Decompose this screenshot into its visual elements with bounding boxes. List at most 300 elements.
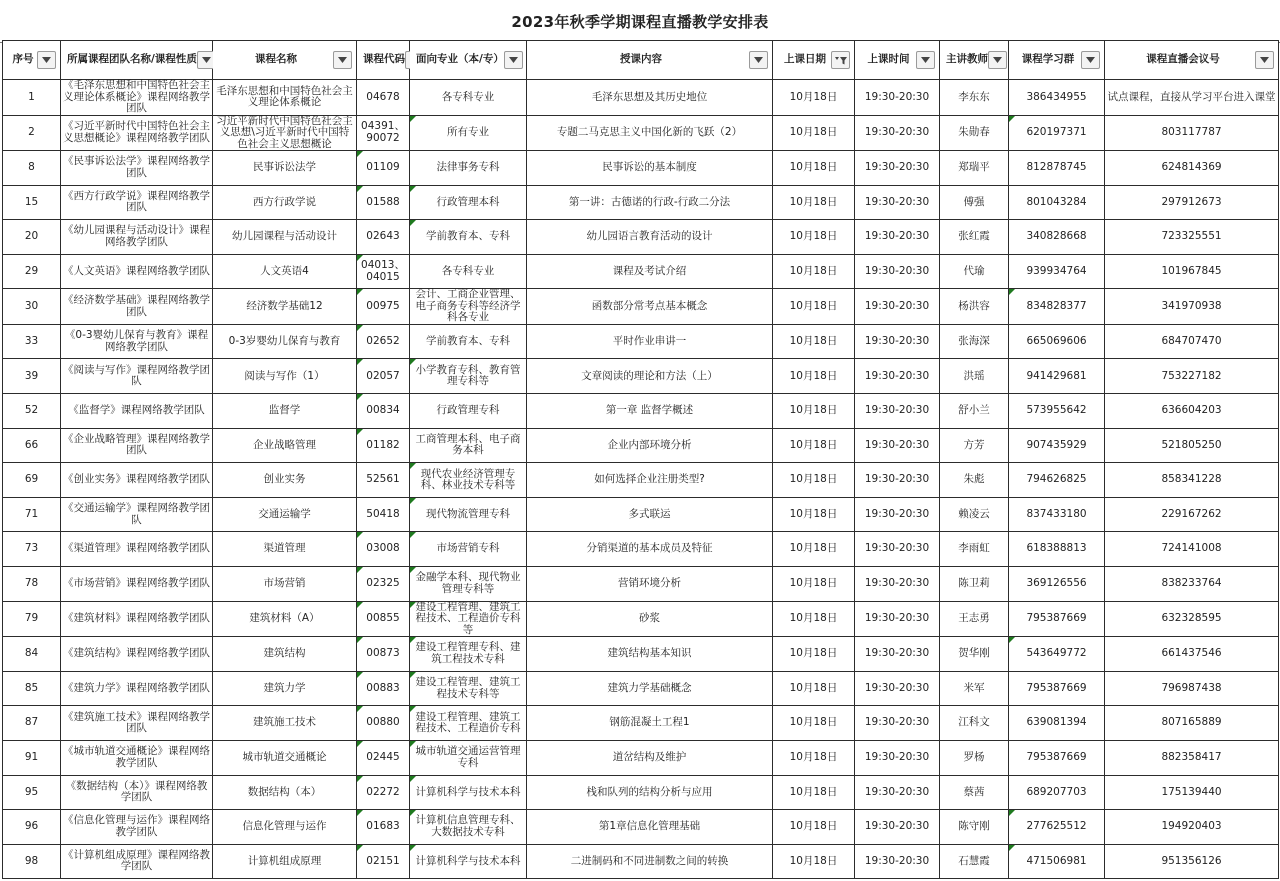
comment-marker-icon (410, 498, 416, 504)
column-header-label: 主讲教师 (946, 53, 988, 66)
cell-meeting[interactable]: 194920403 (1105, 810, 1279, 845)
column-header-label: 所属课程团队名称/课程性质 (67, 53, 197, 66)
cell-no[interactable]: 33 (3, 324, 61, 359)
cell-group[interactable]: 369126556 (1009, 567, 1105, 602)
cell-group[interactable]: 939934764 (1009, 254, 1105, 289)
cell-code[interactable]: 50418 (357, 497, 410, 532)
cell-major[interactable]: 现代农业经济管理专科、林业技术专科等 (410, 463, 527, 498)
cell-meeting[interactable]: 521805250 (1105, 428, 1279, 463)
cell-teacher[interactable]: 赖凌云 (940, 497, 1009, 532)
cell-content[interactable]: 营销环境分析 (527, 567, 773, 602)
cell-teacher[interactable]: 陈卫莉 (940, 567, 1009, 602)
cell-meeting[interactable]: 297912673 (1105, 185, 1279, 220)
cell-major[interactable]: 各专科专业 (410, 254, 527, 289)
cell-course[interactable]: 城市轨道交通概论 (213, 740, 357, 775)
cell-date[interactable]: 10月18日 (773, 428, 855, 463)
cell-date[interactable]: 10月18日 (773, 601, 855, 637)
cell-meeting[interactable]: 838233764 (1105, 567, 1279, 602)
cell-teacher[interactable]: 张海深 (940, 324, 1009, 359)
column-header-label: 授课内容 (620, 53, 662, 66)
cell-group[interactable]: 834828377 (1009, 289, 1105, 325)
cell-no[interactable]: 73 (3, 532, 61, 567)
cell-code[interactable]: 02272 (357, 775, 410, 810)
cell-content[interactable]: 幼儿园语言教育活动的设计 (527, 220, 773, 255)
cell-meeting[interactable]: 229167262 (1105, 497, 1279, 532)
cell-content[interactable]: 专题二马克思主义中国化新的飞跃（2） (527, 115, 773, 151)
cell-content[interactable]: 第一章 监督学概述 (527, 394, 773, 429)
cell-date[interactable]: 10月18日 (773, 80, 855, 116)
table-row (3, 775, 1279, 810)
cell-time[interactable]: 19:30-20:30 (855, 567, 940, 602)
cell-no[interactable]: 85 (3, 671, 61, 706)
cell-major[interactable]: 会计、工商企业管理、电子商务专科等经济学科各专业 (410, 289, 527, 325)
cell-code[interactable]: 52561 (357, 463, 410, 498)
dropdown-arrow-icon[interactable] (1081, 51, 1100, 69)
cell-team[interactable]: 《习近平新时代中国特色社会主义思想概论》课程网络教学团队 (61, 115, 213, 151)
cell-code[interactable]: 00855 (357, 601, 410, 637)
cell-course[interactable]: 建筑材料（A） (213, 601, 357, 637)
cell-time[interactable]: 19:30-20:30 (855, 359, 940, 394)
cell-date[interactable]: 10月18日 (773, 254, 855, 289)
cell-time[interactable]: 19:30-20:30 (855, 324, 940, 359)
cell-team[interactable]: 《经济数学基础》课程网络教学团队 (61, 289, 213, 325)
cell-team[interactable]: 《建筑结构》课程网络教学团队 (61, 637, 213, 672)
cell-major[interactable]: 现代物流管理专科 (410, 497, 527, 532)
cell-major[interactable]: 学前教育本、专科 (410, 220, 527, 255)
comment-marker-icon (357, 255, 363, 261)
cell-no[interactable]: 29 (3, 254, 61, 289)
cell-date[interactable]: 10月18日 (773, 567, 855, 602)
cell-teacher[interactable]: 方芳 (940, 428, 1009, 463)
cell-no[interactable]: 8 (3, 151, 61, 186)
cell-team[interactable]: 《毛泽东思想和中国特色社会主义理论体系概论》课程网络教学团队 (61, 80, 213, 116)
cell-content[interactable]: 多式联运 (527, 497, 773, 532)
cell-content[interactable]: 民事诉讼的基本制度 (527, 151, 773, 186)
cell-team[interactable]: 《企业战略管理》课程网络教学团队 (61, 428, 213, 463)
cell-code[interactable]: 00975 (357, 289, 410, 325)
cell-time[interactable]: 19:30-20:30 (855, 254, 940, 289)
cell-team[interactable]: 《人文英语》课程网络教学团队 (61, 254, 213, 289)
cell-code[interactable]: 02151 (357, 844, 410, 879)
cell-meeting[interactable]: 724141008 (1105, 532, 1279, 567)
cell-group[interactable]: 689207703 (1009, 775, 1105, 810)
cell-group[interactable]: 837433180 (1009, 497, 1105, 532)
cell-content[interactable]: 分销渠道的基本成员及特征 (527, 532, 773, 567)
cell-major[interactable]: 金融学本科、现代物业管理专科等 (410, 567, 527, 602)
cell-course[interactable]: 市场营销 (213, 567, 357, 602)
cell-time[interactable]: 19:30-20:30 (855, 289, 940, 325)
cell-no[interactable]: 66 (3, 428, 61, 463)
cell-date[interactable]: 10月18日 (773, 706, 855, 741)
cell-content[interactable]: 如何选择企业注册类型? (527, 463, 773, 498)
comment-marker-icon (410, 186, 416, 192)
column-header-label: 课程名称 (255, 53, 297, 66)
cell-teacher[interactable]: 杨洪容 (940, 289, 1009, 325)
cell-meeting[interactable]: 796987438 (1105, 671, 1279, 706)
column-header-group (1009, 41, 1105, 80)
cell-team[interactable]: 《渠道管理》课程网络教学团队 (61, 532, 213, 567)
cell-meeting[interactable]: 636604203 (1105, 394, 1279, 429)
cell-teacher[interactable]: 石慧霞 (940, 844, 1009, 879)
cell-date[interactable]: 10月18日 (773, 844, 855, 879)
table-row (3, 497, 1279, 532)
comment-marker-icon (357, 706, 363, 712)
cell-group[interactable]: 618388813 (1009, 532, 1105, 567)
cell-team[interactable]: 《市场营销》课程网络教学团队 (61, 567, 213, 602)
cell-content[interactable]: 毛泽东思想及其历史地位 (527, 80, 773, 116)
cell-major[interactable]: 工商管理本科、电子商务本科 (410, 428, 527, 463)
cell-code[interactable]: 03008 (357, 532, 410, 567)
comment-marker-icon (410, 602, 416, 608)
comment-marker-icon (357, 637, 363, 643)
cell-course[interactable]: 交通运输学 (213, 497, 357, 532)
cell-content[interactable]: 平时作业串讲一 (527, 324, 773, 359)
cell-group[interactable]: 386434955 (1009, 80, 1105, 116)
cell-date[interactable]: 10月18日 (773, 185, 855, 220)
cell-no[interactable]: 15 (3, 185, 61, 220)
cell-meeting[interactable]: 684707470 (1105, 324, 1279, 359)
cell-code[interactable]: 01588 (357, 185, 410, 220)
cell-meeting[interactable]: 175139440 (1105, 775, 1279, 810)
cell-meeting[interactable]: 882358417 (1105, 740, 1279, 775)
cell-meeting[interactable]: 723325551 (1105, 220, 1279, 255)
dropdown-arrow-icon[interactable] (37, 51, 56, 69)
table-row (3, 289, 1279, 325)
cell-group[interactable]: 543649772 (1009, 637, 1105, 672)
comment-marker-icon (410, 359, 416, 365)
cell-time[interactable]: 19:30-20:30 (855, 115, 940, 151)
cell-date[interactable]: 10月18日 (773, 532, 855, 567)
cell-no[interactable]: 39 (3, 359, 61, 394)
cell-date[interactable]: 10月18日 (773, 671, 855, 706)
cell-teacher[interactable]: 舒小兰 (940, 394, 1009, 429)
dropdown-arrow-icon[interactable] (504, 51, 523, 69)
cell-time[interactable]: 19:30-20:30 (855, 497, 940, 532)
cell-major[interactable]: 建设工程管理、建筑工程技术专科等 (410, 671, 527, 706)
cell-major[interactable]: 行政管理本科 (410, 185, 527, 220)
cell-code[interactable]: 00880 (357, 706, 410, 741)
comment-marker-icon (1009, 116, 1015, 122)
cell-code[interactable]: 01182 (357, 428, 410, 463)
cell-code[interactable]: 02325 (357, 567, 410, 602)
cell-code[interactable]: 02445 (357, 740, 410, 775)
comment-marker-icon (1009, 289, 1015, 295)
column-header-label: 课程代码 (363, 53, 405, 66)
cell-time[interactable]: 19:30-20:30 (855, 775, 940, 810)
comment-marker-icon (357, 429, 363, 435)
cell-course[interactable]: 监督学 (213, 394, 357, 429)
cell-teacher[interactable]: 傅强 (940, 185, 1009, 220)
cell-meeting[interactable]: 632328595 (1105, 601, 1279, 637)
cell-time[interactable]: 19:30-20:30 (855, 463, 940, 498)
cell-team[interactable]: 《西方行政学说》课程网络教学团队 (61, 185, 213, 220)
cell-date[interactable]: 10月18日 (773, 359, 855, 394)
column-header-team (61, 41, 213, 80)
cell-no[interactable]: 95 (3, 775, 61, 810)
cell-content[interactable]: 道岔结构及维护 (527, 740, 773, 775)
cell-team[interactable]: 《建筑材料》课程网络教学团队 (61, 601, 213, 637)
cell-group[interactable]: 639081394 (1009, 706, 1105, 741)
cell-teacher[interactable]: 朱彪 (940, 463, 1009, 498)
cell-date[interactable]: 10月18日 (773, 497, 855, 532)
comment-marker-icon (1009, 637, 1015, 643)
cell-time[interactable]: 19:30-20:30 (855, 80, 940, 116)
cell-major[interactable]: 计算机科学与技术本科 (410, 775, 527, 810)
cell-course[interactable]: 幼儿园课程与活动设计 (213, 220, 357, 255)
cell-major[interactable]: 计算机信息管理专科、大数据技术专科 (410, 810, 527, 845)
cell-group[interactable]: 794626825 (1009, 463, 1105, 498)
cell-content[interactable]: 企业内部环境分析 (527, 428, 773, 463)
cell-course[interactable]: 建筑施工技术 (213, 706, 357, 741)
cell-group[interactable]: 941429681 (1009, 359, 1105, 394)
dropdown-arrow-icon[interactable] (916, 51, 935, 69)
cell-team[interactable]: 《幼儿园课程与活动设计》课程网络教学团队 (61, 220, 213, 255)
cell-time[interactable]: 19:30-20:30 (855, 394, 940, 429)
cell-team[interactable]: 《0-3婴幼儿保育与教育》课程网络教学团队 (61, 324, 213, 359)
cell-major[interactable]: 城市轨道交通运营管理专科 (410, 740, 527, 775)
cell-major[interactable]: 学前教育本、专科 (410, 324, 527, 359)
cell-no[interactable]: 71 (3, 497, 61, 532)
cell-meeting[interactable]: 624814369 (1105, 151, 1279, 186)
cell-group[interactable]: 907435929 (1009, 428, 1105, 463)
cell-meeting[interactable]: 803117787 (1105, 115, 1279, 151)
cell-major[interactable]: 建设工程管理、建筑工程技术、工程造价专科 (410, 706, 527, 741)
cell-no[interactable]: 96 (3, 810, 61, 845)
cell-course[interactable]: 习近平新时代中国特色社会主义思想\习近平新时代中国特色社会主义思想概论 (213, 115, 357, 151)
cell-course[interactable]: 信息化管理与运作 (213, 810, 357, 845)
cell-course[interactable]: 0-3岁婴幼儿保育与教育 (213, 324, 357, 359)
cell-content[interactable]: 栈和队列的结构分析与应用 (527, 775, 773, 810)
table-row (3, 567, 1279, 602)
cell-teacher[interactable]: 朱勋春 (940, 115, 1009, 151)
cell-major[interactable]: 法律事务专科 (410, 151, 527, 186)
cell-major[interactable]: 所有专业 (410, 115, 527, 151)
cell-content[interactable]: 第一讲：古德诺的行政-行政二分法 (527, 185, 773, 220)
cell-course[interactable]: 创业实务 (213, 463, 357, 498)
cell-meeting[interactable]: 101967845 (1105, 254, 1279, 289)
cell-group[interactable]: 620197371 (1009, 115, 1105, 151)
cell-course[interactable]: 西方行政学说 (213, 185, 357, 220)
comment-marker-icon (357, 567, 363, 573)
comment-marker-icon (357, 359, 363, 365)
cell-teacher[interactable]: 王志勇 (940, 601, 1009, 637)
cell-teacher[interactable]: 李雨虹 (940, 532, 1009, 567)
cell-time[interactable]: 19:30-20:30 (855, 637, 940, 672)
cell-date[interactable]: 10月18日 (773, 115, 855, 151)
cell-no[interactable]: 2 (3, 115, 61, 151)
cell-meeting[interactable]: 试点课程，直接从学习平台进入课堂 (1105, 80, 1279, 116)
cell-course[interactable]: 建筑力学 (213, 671, 357, 706)
cell-major[interactable]: 计算机科学与技术本科 (410, 844, 527, 879)
cell-time[interactable]: 19:30-20:30 (855, 601, 940, 637)
cell-code[interactable]: 01109 (357, 151, 410, 186)
cell-date[interactable]: 10月18日 (773, 324, 855, 359)
cell-time[interactable]: 19:30-20:30 (855, 740, 940, 775)
cell-code[interactable]: 01683 (357, 810, 410, 845)
cell-time[interactable]: 19:30-20:30 (855, 671, 940, 706)
cell-teacher[interactable]: 罗杨 (940, 740, 1009, 775)
comment-marker-icon (410, 463, 416, 469)
cell-meeting[interactable]: 807165889 (1105, 706, 1279, 741)
cell-team[interactable]: 《城市轨道交通概论》课程网络教学团队 (61, 740, 213, 775)
comment-marker-icon (357, 289, 363, 295)
cell-content[interactable]: 文章阅读的理论和方法（上） (527, 359, 773, 394)
cell-course[interactable]: 数据结构（本） (213, 775, 357, 810)
cell-time[interactable]: 19:30-20:30 (855, 220, 940, 255)
cell-course[interactable]: 建筑结构 (213, 637, 357, 672)
cell-teacher[interactable]: 张红霞 (940, 220, 1009, 255)
cell-meeting[interactable]: 858341228 (1105, 463, 1279, 498)
cell-code[interactable]: 04678 (357, 80, 410, 116)
cell-content[interactable]: 建筑力学基础概念 (527, 671, 773, 706)
cell-time[interactable]: 19:30-20:30 (855, 706, 940, 741)
cell-major[interactable]: 建设工程管理专科、建筑工程技术专科 (410, 637, 527, 672)
cell-team[interactable]: 《信息化管理与运作》课程网络教学团队 (61, 810, 213, 845)
cell-no[interactable]: 1 (3, 80, 61, 116)
cell-date[interactable]: 10月18日 (773, 394, 855, 429)
cell-code[interactable]: 00873 (357, 637, 410, 672)
cell-team[interactable]: 《交通运输学》课程网络教学团队 (61, 497, 213, 532)
cell-group[interactable]: 812878745 (1009, 151, 1105, 186)
cell-date[interactable]: 10月18日 (773, 740, 855, 775)
cell-content[interactable]: 函数部分常考点基本概念 (527, 289, 773, 325)
cell-group[interactable]: 573955642 (1009, 394, 1105, 429)
comment-marker-icon (410, 116, 416, 122)
cell-no[interactable]: 84 (3, 637, 61, 672)
filter-icon[interactable] (831, 51, 850, 69)
cell-major[interactable]: 各专科专业 (410, 80, 527, 116)
cell-course[interactable]: 民事诉讼法学 (213, 151, 357, 186)
cell-date[interactable]: 10月18日 (773, 220, 855, 255)
cell-code[interactable]: 02643 (357, 220, 410, 255)
cell-team[interactable]: 《数据结构（本）》课程网络教学团队 (61, 775, 213, 810)
cell-date[interactable]: 10月18日 (773, 289, 855, 325)
comment-marker-icon (357, 394, 363, 400)
cell-no[interactable]: 91 (3, 740, 61, 775)
table-row (3, 844, 1279, 879)
cell-group[interactable]: 801043284 (1009, 185, 1105, 220)
cell-content[interactable]: 钢筋混凝土工程1 (527, 706, 773, 741)
cell-time[interactable]: 19:30-20:30 (855, 185, 940, 220)
cell-course[interactable]: 人文英语4 (213, 254, 357, 289)
cell-group[interactable]: 795387669 (1009, 601, 1105, 637)
comment-marker-icon (357, 186, 363, 192)
cell-team[interactable]: 《计算机组成原理》课程网络教学团队 (61, 844, 213, 879)
cell-major[interactable]: 行政管理专科 (410, 394, 527, 429)
cell-meeting[interactable]: 341970938 (1105, 289, 1279, 325)
cell-course[interactable]: 阅读与写作（1） (213, 359, 357, 394)
cell-team[interactable]: 《创业实务》课程网络教学团队 (61, 463, 213, 498)
cell-teacher[interactable]: 米军 (940, 671, 1009, 706)
cell-no[interactable]: 78 (3, 567, 61, 602)
cell-team[interactable]: 《阅读与写作》课程网络教学团队 (61, 359, 213, 394)
cell-content[interactable]: 建筑结构基本知识 (527, 637, 773, 672)
cell-time[interactable]: 19:30-20:30 (855, 428, 940, 463)
cell-time[interactable]: 19:30-20:30 (855, 810, 940, 845)
comment-marker-icon (357, 845, 363, 851)
cell-date[interactable]: 10月18日 (773, 463, 855, 498)
cell-teacher[interactable]: 李东东 (940, 80, 1009, 116)
cell-team[interactable]: 《建筑力学》课程网络教学团队 (61, 671, 213, 706)
cell-teacher[interactable]: 代瑜 (940, 254, 1009, 289)
cell-content[interactable]: 第1章信息化管理基础 (527, 810, 773, 845)
cell-no[interactable]: 52 (3, 394, 61, 429)
cell-group[interactable]: 277625512 (1009, 810, 1105, 845)
cell-no[interactable]: 87 (3, 706, 61, 741)
cell-code[interactable]: 02652 (357, 324, 410, 359)
cell-code[interactable]: 04013、04015 (357, 254, 410, 289)
cell-course[interactable]: 毛泽东思想和中国特色社会主义理论体系概论 (213, 80, 357, 116)
cell-group[interactable]: 340828668 (1009, 220, 1105, 255)
cell-no[interactable]: 20 (3, 220, 61, 255)
cell-date[interactable]: 10月18日 (773, 151, 855, 186)
cell-teacher[interactable]: 洪瑶 (940, 359, 1009, 394)
table-row (3, 80, 1279, 116)
cell-no[interactable]: 79 (3, 601, 61, 637)
cell-major[interactable]: 建设工程管理、建筑工程技术、工程造价专科等 (410, 601, 527, 637)
cell-major[interactable]: 市场营销专科 (410, 532, 527, 567)
cell-content[interactable]: 课程及考试介绍 (527, 254, 773, 289)
cell-no[interactable]: 69 (3, 463, 61, 498)
comment-marker-icon (357, 151, 363, 157)
cell-team[interactable]: 《建筑施工技术》课程网络教学团队 (61, 706, 213, 741)
comment-marker-icon (357, 532, 363, 538)
cell-major[interactable]: 小学教育专科、教育管理专科等 (410, 359, 527, 394)
cell-code[interactable]: 00883 (357, 671, 410, 706)
cell-team[interactable]: 《民事诉讼法学》课程网络教学团队 (61, 151, 213, 186)
cell-code[interactable]: 02057 (357, 359, 410, 394)
cell-team[interactable]: 《监督学》课程网络教学团队 (61, 394, 213, 429)
cell-teacher[interactable]: 陈守刚 (940, 810, 1009, 845)
cell-group[interactable]: 471506981 (1009, 844, 1105, 879)
dropdown-arrow-icon[interactable] (988, 51, 1007, 69)
cell-group[interactable]: 795387669 (1009, 740, 1105, 775)
cell-time[interactable]: 19:30-20:30 (855, 151, 940, 186)
cell-time[interactable]: 19:30-20:30 (855, 844, 940, 879)
cell-no[interactable]: 30 (3, 289, 61, 325)
cell-content[interactable]: 砂浆 (527, 601, 773, 637)
cell-no[interactable]: 98 (3, 844, 61, 879)
cell-course[interactable]: 经济数学基础12 (213, 289, 357, 325)
cell-course[interactable]: 计算机组成原理 (213, 844, 357, 879)
column-header-major (410, 41, 527, 80)
cell-teacher[interactable]: 蔡茜 (940, 775, 1009, 810)
table-row (3, 428, 1279, 463)
cell-content[interactable]: 二进制码和不同进制数之间的转换 (527, 844, 773, 879)
cell-code[interactable]: 00834 (357, 394, 410, 429)
dropdown-arrow-icon[interactable] (749, 51, 768, 69)
cell-date[interactable]: 10月18日 (773, 637, 855, 672)
cell-teacher[interactable]: 贺华刚 (940, 637, 1009, 672)
cell-teacher[interactable]: 郑瑞平 (940, 151, 1009, 186)
cell-group[interactable]: 795387669 (1009, 671, 1105, 706)
cell-code[interactable]: 04391、90072 (357, 115, 410, 151)
cell-course[interactable]: 企业战略管理 (213, 428, 357, 463)
column-header-label: 上课时间 (867, 53, 910, 66)
cell-date[interactable]: 10月18日 (773, 810, 855, 845)
cell-course[interactable]: 渠道管理 (213, 532, 357, 567)
cell-group[interactable]: 665069606 (1009, 324, 1105, 359)
cell-time[interactable]: 19:30-20:30 (855, 532, 940, 567)
cell-date[interactable]: 10月18日 (773, 775, 855, 810)
cell-meeting[interactable]: 951356126 (1105, 844, 1279, 879)
cell-meeting[interactable]: 661437546 (1105, 637, 1279, 672)
dropdown-arrow-icon[interactable] (1255, 51, 1274, 69)
column-header-no (3, 41, 61, 80)
cell-teacher[interactable]: 江科文 (940, 706, 1009, 741)
dropdown-arrow-icon[interactable] (333, 51, 352, 69)
cell-meeting[interactable]: 753227182 (1105, 359, 1279, 394)
